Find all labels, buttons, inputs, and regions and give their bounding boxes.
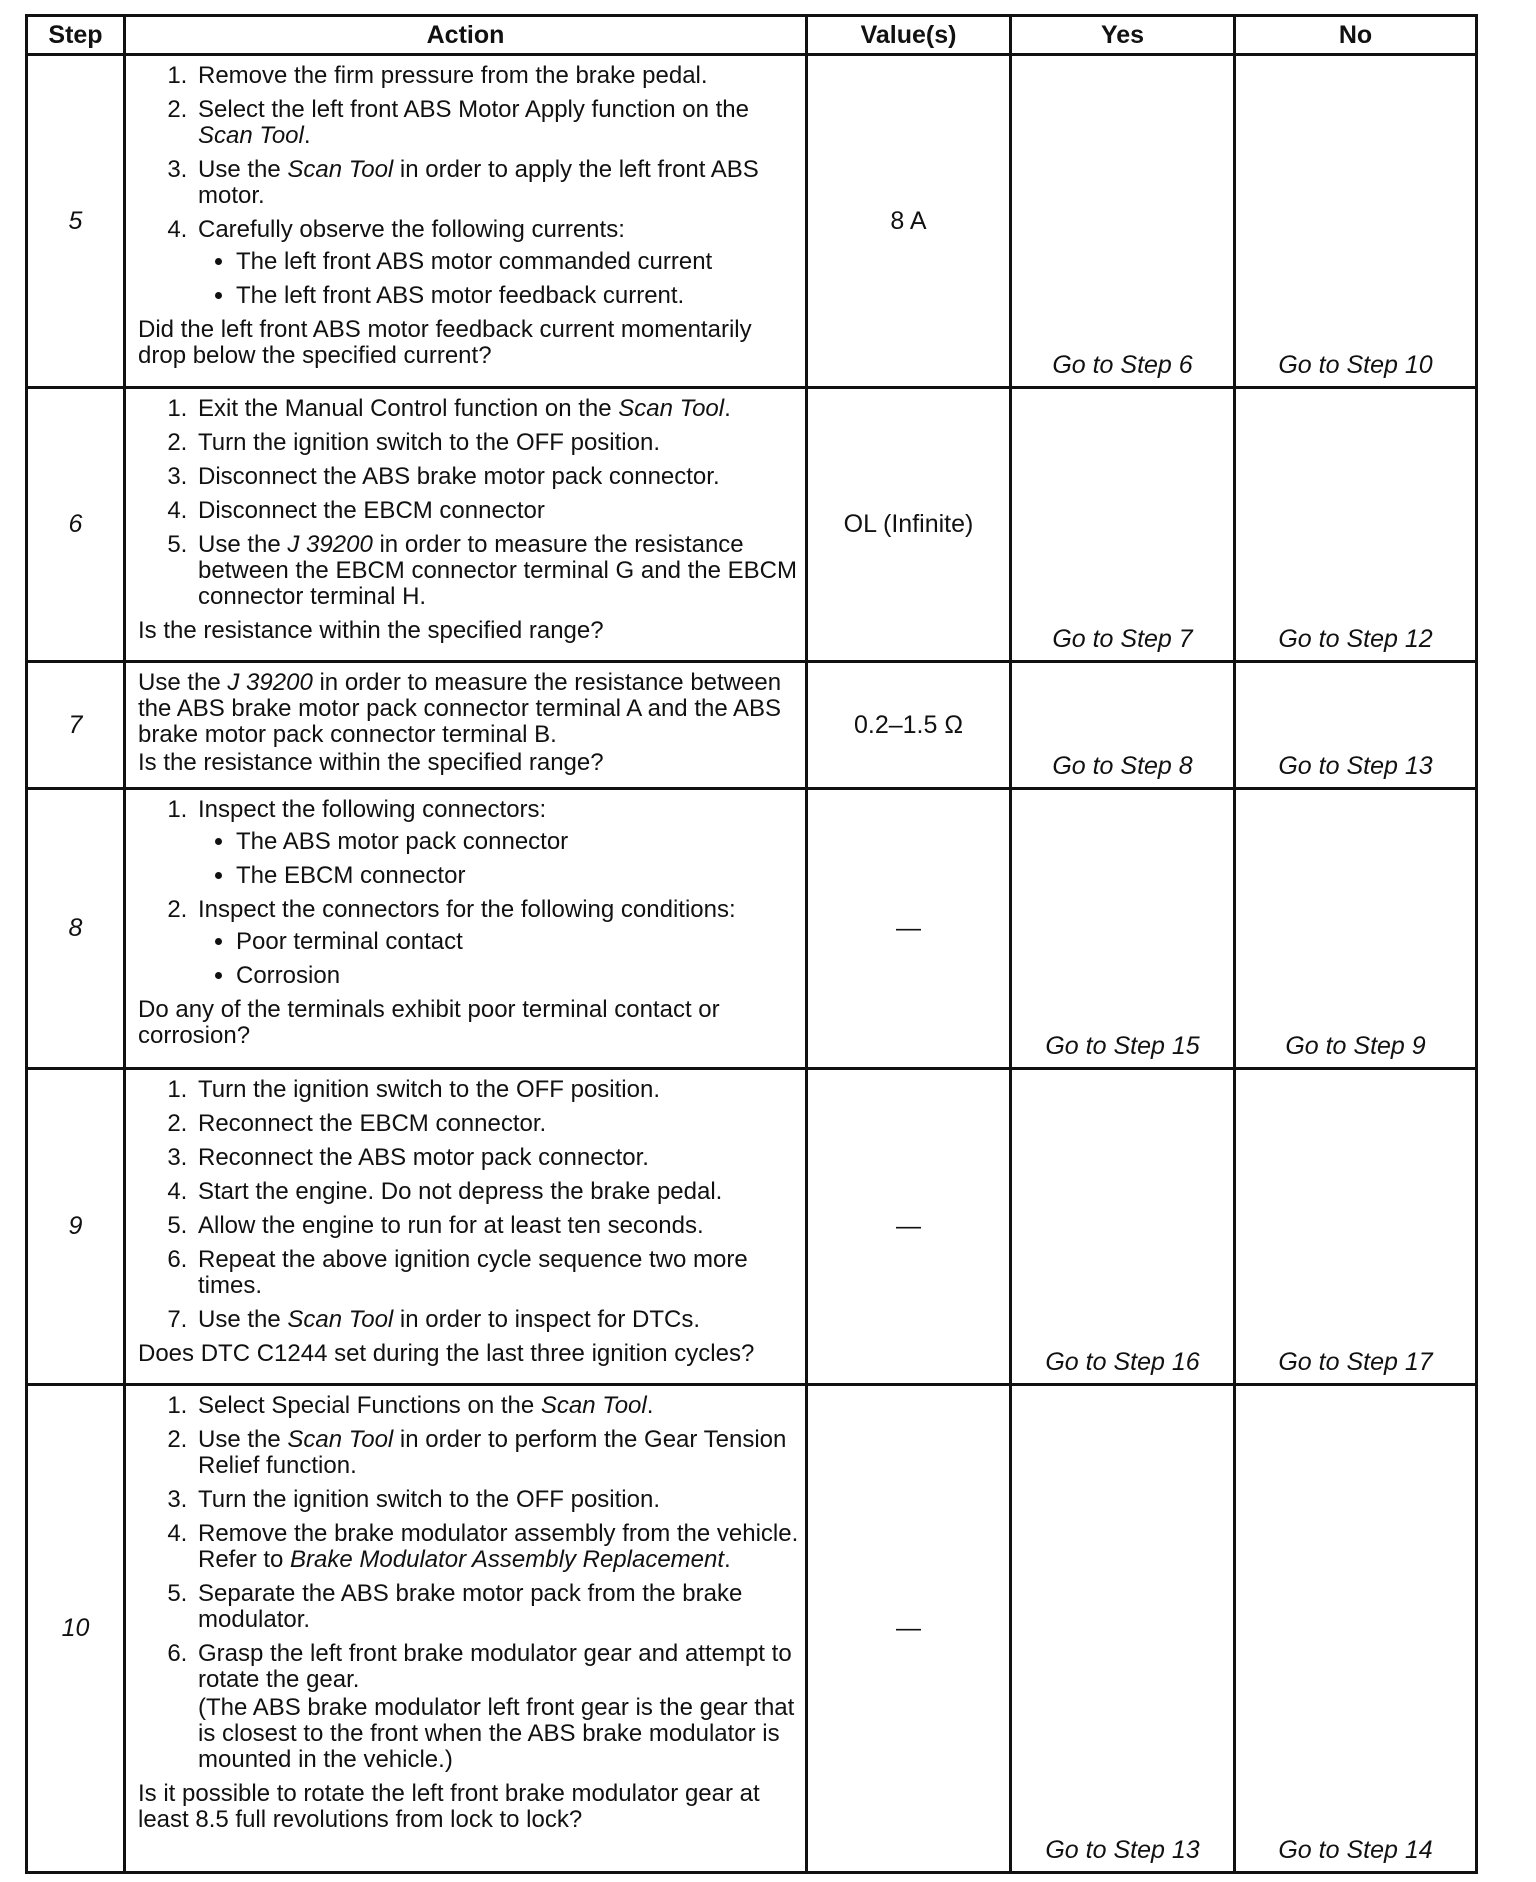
no-goto-link[interactable]: Go to Step 14 [1235,1385,1477,1873]
action-note: (The ABS brake modulator left front gear is the gear that is closest to the front when the ABS brake modulator is mounted in the vehicle.) [198,1694,795,1773]
action-item: 4. Disconnect the EBCM connector [194,498,799,524]
action-item: 4. Start the engine. Do not depress the brake pedal. [194,1179,799,1205]
step-question: Does DTC C1244 set during the last three ignition cycles? [138,1340,755,1367]
header-step: Step [27,16,125,55]
action-item: 1. Exit the Manual Control function on the Scan Tool. [194,396,799,422]
action-item: 6. Repeat the above ignition cycle sequence two more times. [194,1247,799,1299]
header-row [27,16,1477,55]
bullet-item: • Corrosion [236,963,799,989]
bullet-item: • The ABS motor pack connector [236,829,799,855]
bullet-list [198,249,799,309]
action-item: 1. Remove the firm pressure from the brake pedal. [194,63,799,89]
step-question: Do any of the terminals exhibit poor terminal contact or corrosion? [138,996,720,1049]
yes-goto-link[interactable]: Go to Step 6 [1011,55,1235,388]
action-item: 5. Use the J 39200 in order to measure the resistance between the EBCM connector terminal G and the EBCM connector terminal H. [194,532,799,610]
action-item: 5. Allow the engine to run for at least ten seconds. [194,1213,799,1239]
action-cell [125,1069,807,1385]
action-list [138,63,799,309]
step-question: Is it possible to rotate the left front brake modulator gear at least 8.5 full revolutions from lock to lock? [138,1780,760,1833]
yes-goto-link[interactable]: Go to Step 15 [1011,789,1235,1069]
action-list [138,797,799,989]
action-item: 1. Inspect the following connectors: • The ABS motor pack connector • The EBCM connector [194,797,799,889]
action-list [138,1077,799,1333]
value-cell: — [807,1069,1011,1385]
no-goto-link[interactable]: Go to Step 13 [1235,662,1477,789]
action-text: Use the J 39200 in order to measure the resistance between the ABS brake motor pack connector terminal A and the ABS brake motor pack connector terminal B. [138,669,782,748]
bullet-item: • The left front ABS motor feedback current. [236,283,799,309]
header-yes: Yes [1011,16,1235,55]
action-item: 4. Remove the brake modulator assembly from the vehicle. Refer to Brake Modulator Assembly Replacement. [194,1521,799,1573]
value-cell: 8 A [807,55,1011,388]
no-goto-link[interactable]: Go to Step 17 [1235,1069,1477,1385]
step-number: 10 [27,1385,125,1873]
yes-goto-link[interactable]: Go to Step 8 [1011,662,1235,789]
no-goto-link[interactable]: Go to Step 10 [1235,55,1477,388]
no-goto-link[interactable]: Go to Step 9 [1235,789,1477,1069]
value-cell: — [807,789,1011,1069]
action-cell [125,789,807,1069]
action-item: 3. Use the Scan Tool in order to apply the left front ABS motor. [194,157,799,209]
bullet-item: • The left front ABS motor commanded current [236,249,799,275]
action-item: 1. Select Special Functions on the Scan Tool. [194,1393,799,1419]
action-item: 4. Carefully observe the following currents: • The left front ABS motor commanded current • The left front ABS motor feedback current. [194,217,799,309]
action-item: 2. Reconnect the EBCM connector. [194,1111,799,1137]
action-item: 1. Turn the ignition switch to the OFF position. [194,1077,799,1103]
step-number: 7 [27,662,125,789]
step-row-9 [27,1069,1477,1385]
diagnostic-table [25,14,1478,1874]
action-cell [125,662,807,789]
step-row-7 [27,662,1477,789]
step-number: 5 [27,55,125,388]
action-cell [125,388,807,662]
step-number: 9 [27,1069,125,1385]
action-item: 2. Turn the ignition switch to the OFF position. [194,430,799,456]
value-cell: — [807,1385,1011,1873]
action-item: 3. Turn the ignition switch to the OFF position. [194,1487,799,1513]
action-item: 6. Grasp the left front brake modulator gear and attempt to rotate the gear. (The ABS brake modulator left front gear is the gear that is closest to the front when the ABS brake modulator is mounted in the vehicle.) [194,1641,799,1773]
action-item: 2. Inspect the connectors for the following conditions: • Poor terminal contact • Corrosion [194,897,799,989]
action-item: 2. Select the left front ABS Motor Apply function on the Scan Tool. [194,97,799,149]
step-row-10 [27,1385,1477,1873]
action-item: 7. Use the Scan Tool in order to inspect for DTCs. [194,1307,799,1333]
header-action: Action [125,16,807,55]
step-number: 6 [27,388,125,662]
step-question: Is the resistance within the specified range? [138,749,604,776]
step-question: Did the left front ABS motor feedback current momentarily drop below the specified current? [138,316,752,369]
step-row-6 [27,388,1477,662]
yes-goto-link[interactable]: Go to Step 16 [1011,1069,1235,1385]
action-cell [125,55,807,388]
step-row-8 [27,789,1477,1069]
header-no: No [1235,16,1477,55]
yes-goto-link[interactable]: Go to Step 7 [1011,388,1235,662]
value-cell: OL (Infinite) [807,388,1011,662]
action-item: 5. Separate the ABS brake motor pack from the brake modulator. [194,1581,799,1633]
step-question: Is the resistance within the specified range? [138,617,604,644]
value-cell: 0.2–1.5 Ω [807,662,1011,789]
bullet-list [198,929,799,989]
action-item: 3. Disconnect the ABS brake motor pack connector. [194,464,799,490]
header-values: Value(s) [807,16,1011,55]
bullet-item: • Poor terminal contact [236,929,799,955]
bullet-list [198,829,799,889]
action-item: 3. Reconnect the ABS motor pack connector. [194,1145,799,1171]
yes-goto-link[interactable]: Go to Step 13 [1011,1385,1235,1873]
action-list [138,1393,799,1773]
bullet-item: • The EBCM connector [236,863,799,889]
action-item: 2. Use the Scan Tool in order to perform the Gear Tension Relief function. [194,1427,799,1479]
action-list [138,396,799,610]
action-cell [125,1385,807,1873]
step-number: 8 [27,789,125,1069]
step-row-5 [27,55,1477,388]
no-goto-link[interactable]: Go to Step 12 [1235,388,1477,662]
